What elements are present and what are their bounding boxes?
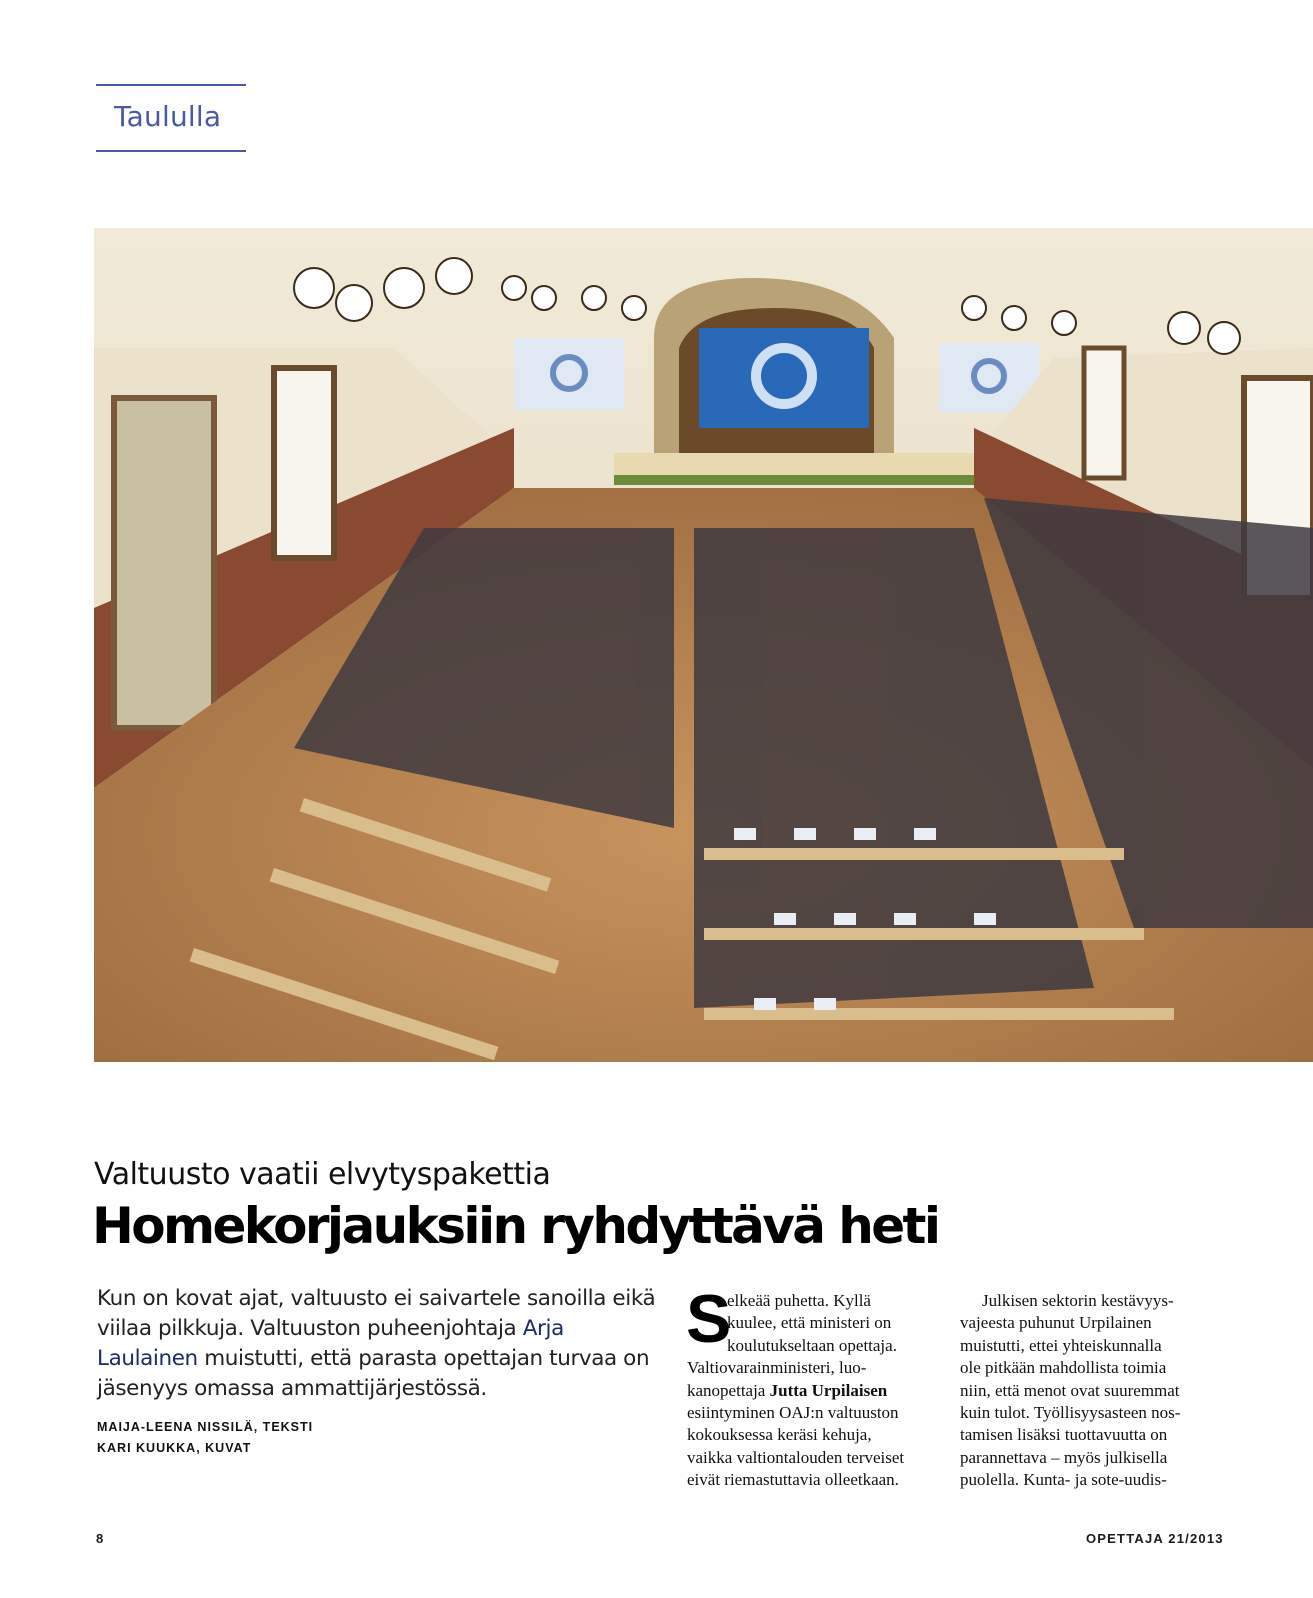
- article-headline: Homekorjauksiin ryhdyttävä heti: [92, 1197, 939, 1255]
- article-kicker: Valtuusto vaatii elvytyspakettia: [94, 1157, 551, 1192]
- body-line: tamisen lisäksi tuottavuutta on: [960, 1425, 1168, 1445]
- body-line: Julkisen sektorin kestävyys-: [982, 1291, 1174, 1310]
- body-line: puolella. Kunta- ja sote-uudis-: [960, 1470, 1167, 1490]
- page-number: 8: [96, 1531, 104, 1546]
- body-line: Valtiovarainministeri, luo-: [687, 1358, 867, 1378]
- section-tag: [96, 84, 246, 152]
- section-label: Taululla: [114, 100, 222, 133]
- body-line: parannettava – myös julkisella: [960, 1447, 1168, 1467]
- body-line-start: kanopettaja: [687, 1380, 770, 1400]
- article-credits: [97, 1417, 313, 1459]
- conference-hall-photo: [94, 228, 1313, 1062]
- credit-photos: KARI KUUKKA, KUVAT: [97, 1441, 252, 1455]
- body-line: vaikka valtiontalouden terveiset: [687, 1447, 905, 1467]
- body-column-1: [687, 1290, 937, 1492]
- body-line: koulutukseltaan opettaja.: [727, 1335, 897, 1355]
- article-lead: [97, 1284, 657, 1404]
- lead-person-name: Arja Laulainen: [97, 1316, 564, 1371]
- body-person-name: Jutta Urpilaisen: [769, 1380, 888, 1400]
- body-line: muistutti, ettei yhteiskunnalla: [960, 1335, 1162, 1355]
- body-line: elkeää puhetta. Kyllä: [727, 1291, 871, 1310]
- lead-text-end: muistutti, että parasta opettajan turvaa on jäsenyys omassa ammattijärjestössä.: [97, 1346, 650, 1401]
- body-line: esiintyminen OAJ:n valtuuston: [687, 1403, 899, 1423]
- body-line: niin, että menot ovat suuremmat: [960, 1380, 1180, 1400]
- body-line-with-name: [687, 1380, 937, 1402]
- body-line: vajeesta puhunut Urpilainen: [960, 1313, 1152, 1333]
- body-line: eivät riemastuttavia olleetkaan.: [687, 1470, 899, 1490]
- body-line: kuulee, että ministeri on: [727, 1313, 892, 1333]
- credit-text: MAIJA-LEENA NISSILÄ, TEKSTI: [97, 1420, 314, 1434]
- body-line: ole pitkään mahdollista toimia: [960, 1358, 1167, 1378]
- lead-text-start: Kun on kovat ajat, valtuusto ei saivartele sanoilla eikä viilaa pilkkuja. Valtuuston puheenjohtaja: [97, 1286, 656, 1341]
- body-line: kuin tulot. Työllisyysasteen nos-: [960, 1403, 1181, 1423]
- publication-issue: OPETTAJA 21/2013: [1086, 1531, 1224, 1546]
- body-column-2: [960, 1290, 1210, 1492]
- body-line: kokouksessa keräsi kehuja,: [687, 1425, 872, 1445]
- drop-cap: S: [686, 1281, 732, 1357]
